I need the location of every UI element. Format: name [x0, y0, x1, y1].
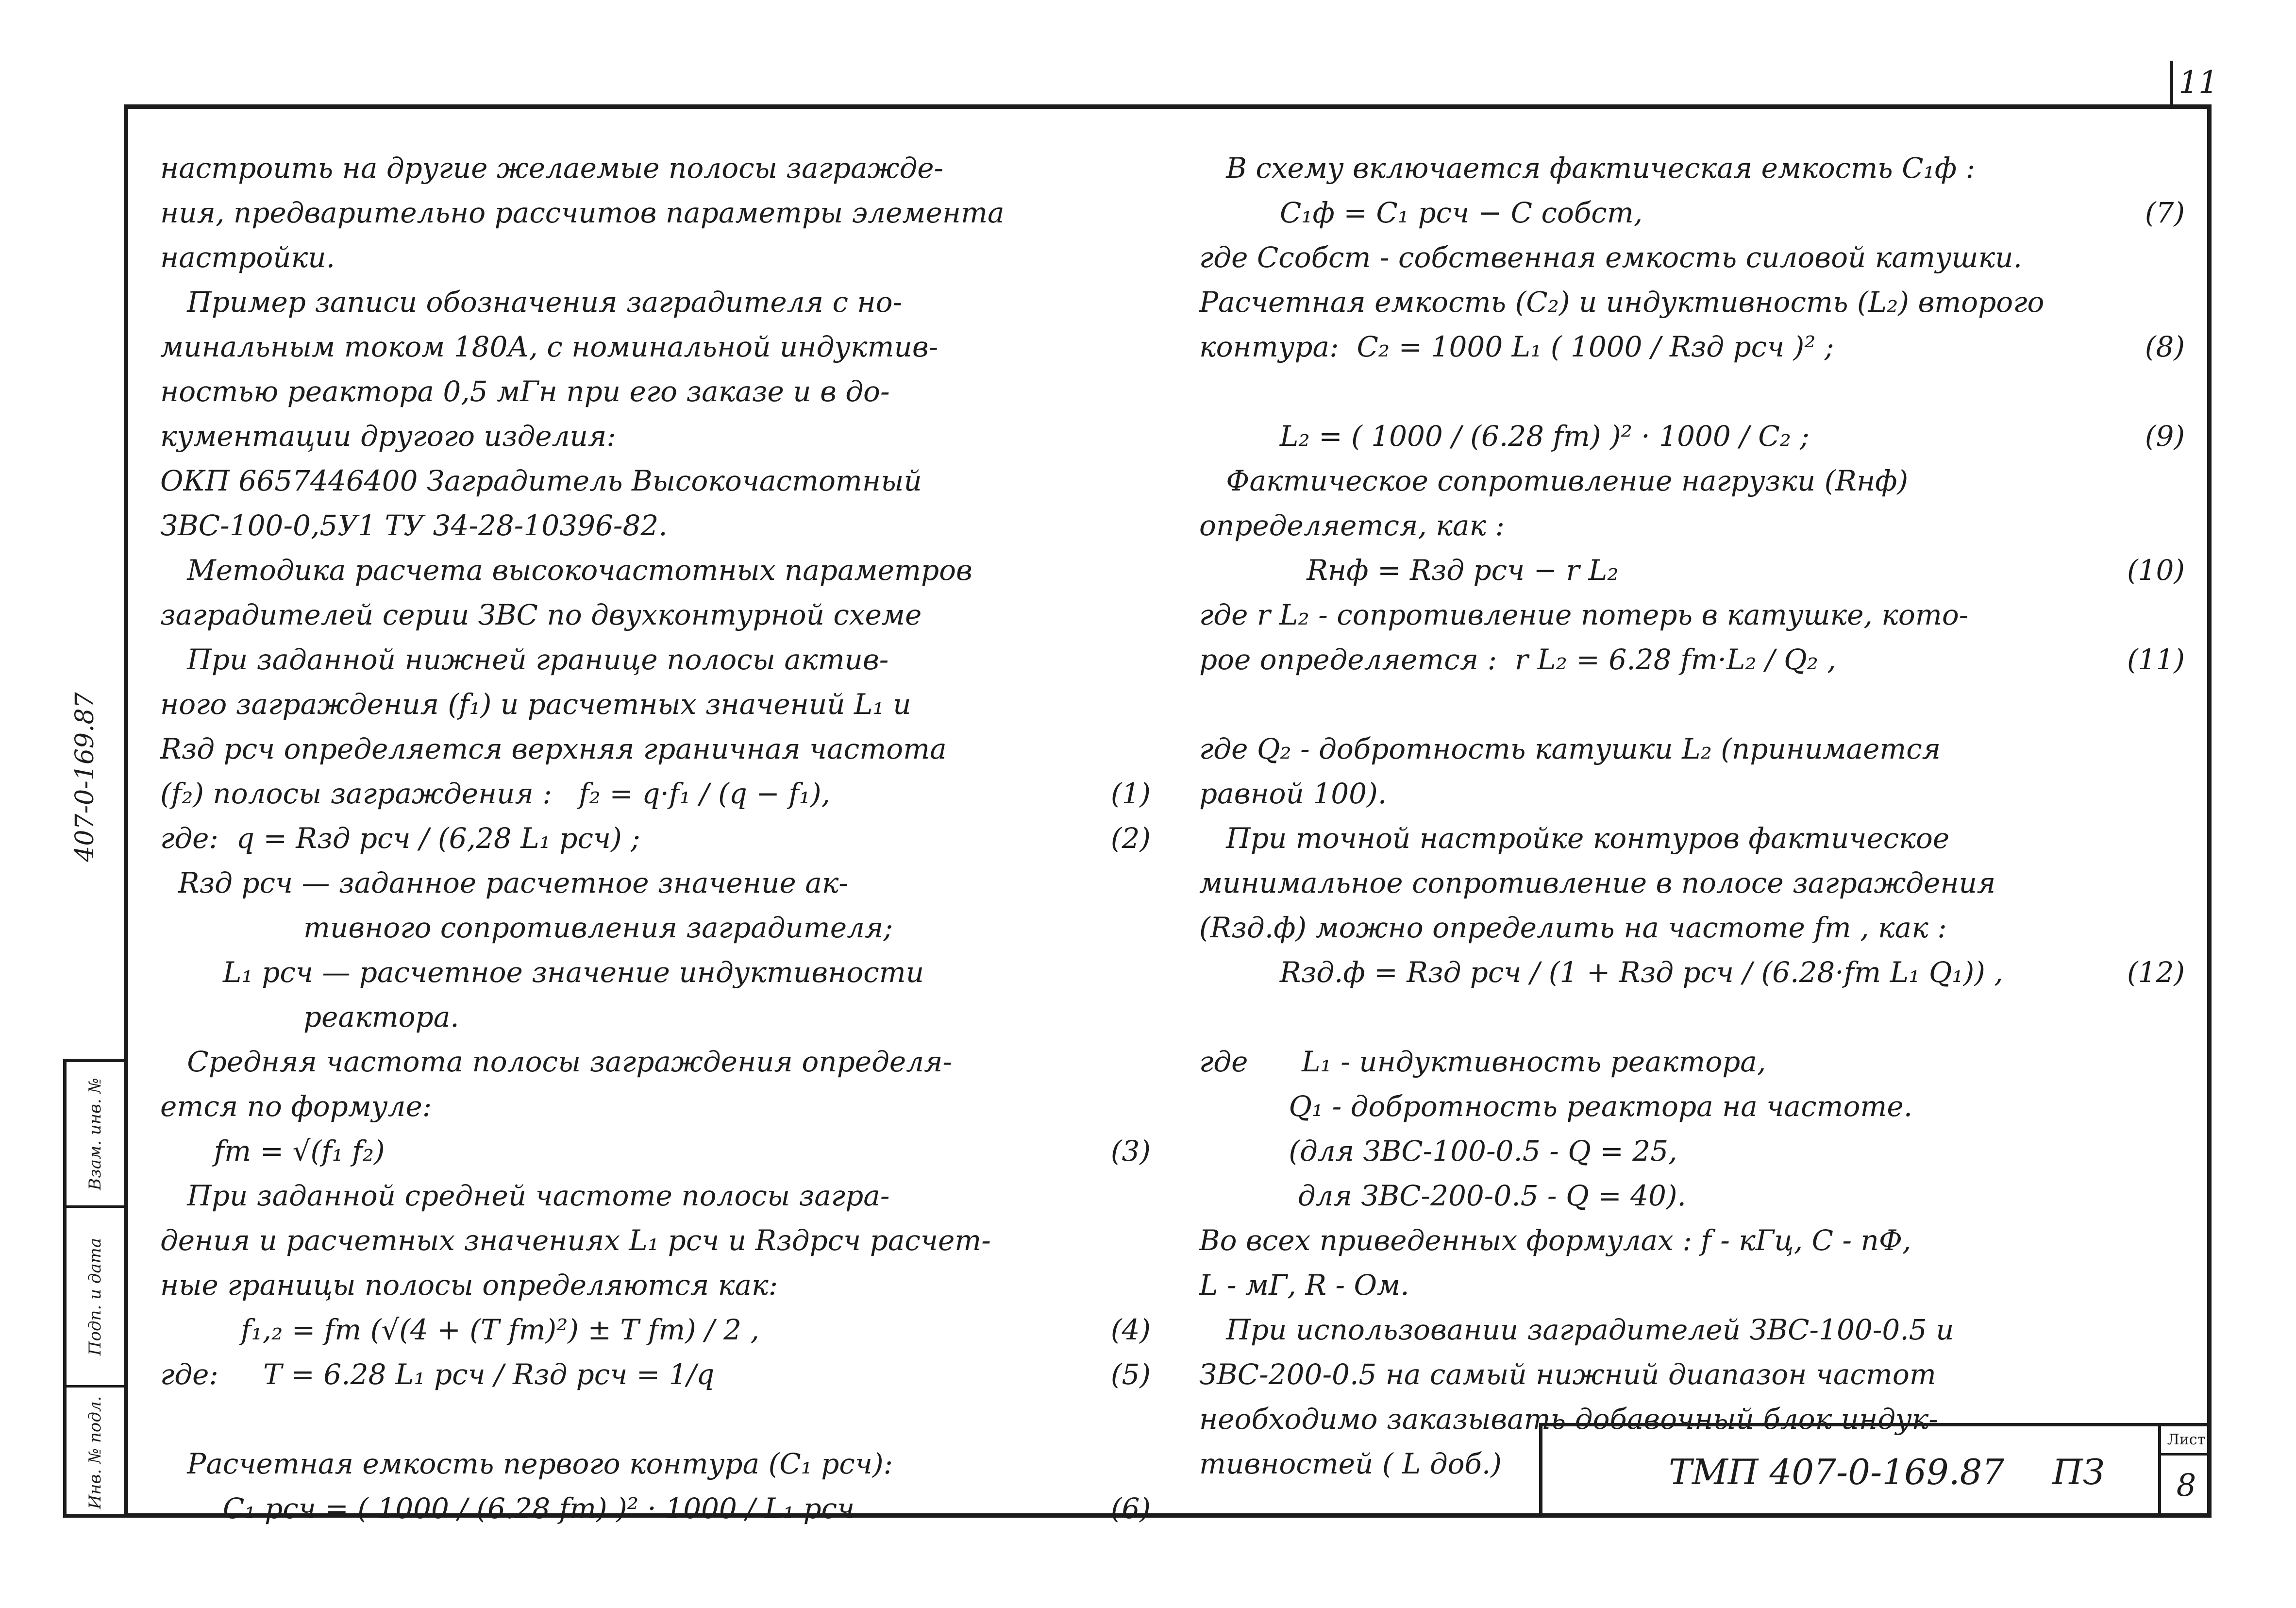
text-line: [1199, 235, 2185, 280]
line-text: Q₁ - добротность реактора на частоте.: [1199, 1090, 1913, 1123]
line-text: ется по формуле:: [160, 1090, 432, 1123]
line-text: fm = √(f₁ f₂): [160, 1134, 385, 1168]
line-text: f₁,₂ = fm (√(4 + (T fm)²) ± T fm) / 2 ,: [160, 1313, 759, 1346]
left-text-column: [160, 146, 1151, 1531]
equation-number: (7): [2145, 196, 2185, 229]
text-line: [1199, 414, 2185, 458]
text-line: [160, 280, 1151, 324]
text-line: [160, 995, 1151, 1039]
line-text: ЗВС-200-0.5 на самый нижний диапазон частот: [1199, 1358, 1936, 1391]
line-text: где Q₂ - добротность катушки L₂ (принимается: [1199, 732, 1941, 765]
line-text: где Cсобст - собственная емкость силовой катушки.: [1199, 241, 2022, 274]
text-line: [160, 1084, 1151, 1129]
text-line: [160, 905, 1151, 950]
text-line: [160, 1263, 1151, 1307]
text-line: [160, 324, 1151, 369]
line-text: Во всех приведенных формулах : f - кГц, C - пФ,: [1199, 1224, 1911, 1257]
text-line: [1199, 190, 2185, 235]
line-text: Расчетная емкость (C₂) и индуктивность (L₂) второго: [1199, 286, 2045, 319]
stamp-label: Инв. № подл.: [85, 1396, 105, 1509]
right-text-column: [1199, 146, 2185, 1486]
line-text: Rзд.ф = Rзд рсч / (1 + Rзд рсч / (6.28·fm L₁ Q₁)) ,: [1199, 956, 2003, 989]
vertical-document-code: 407-0-169.87: [70, 692, 100, 862]
text-line: [160, 771, 1151, 816]
line-text: Rзд рсч определяется верхняя граничная частота: [160, 732, 947, 765]
text-line: [1199, 1307, 2185, 1352]
line-text: C₁ф = C₁ рсч − C собст,: [1199, 196, 1643, 229]
text-line: [160, 1486, 1151, 1531]
text-line: [1199, 1039, 2185, 1084]
text-line: [1199, 861, 2185, 905]
text-line: [1199, 950, 2185, 995]
line-text: Средняя частота полосы заграждения определя-: [160, 1045, 953, 1078]
text-line: [160, 458, 1151, 503]
line-text: (для ЗВС-100-0.5 - Q = 25,: [1199, 1134, 1677, 1168]
equation-number: (5): [1110, 1358, 1151, 1391]
line-text: Rзд рсч — заданное расчетное значение ак-: [160, 866, 849, 899]
line-text: ные границы полосы определяются как:: [160, 1269, 778, 1302]
text-line: [1199, 1084, 2185, 1129]
text-line: [160, 861, 1151, 905]
line-text: где L₁ - индуктивность реактора,: [1199, 1045, 1766, 1078]
equation-number: (12): [2127, 956, 2185, 989]
text-line: [160, 369, 1151, 414]
text-line: [1199, 458, 2185, 503]
text-line: [160, 1039, 1151, 1084]
line-text: определяется, как :: [1199, 509, 1505, 542]
text-line: [160, 1441, 1151, 1486]
text-line: [160, 950, 1151, 995]
signature-strip: [63, 1059, 124, 1518]
line-text: (f₂) полосы заграждения : f₂ = q·f₁ / (q − f₁),: [160, 777, 831, 810]
page-number: 11: [2170, 61, 2224, 104]
line-text: контура: C₂ = 1000 L₁ ( 1000 / Rзд рсч )² ;: [1199, 330, 1834, 363]
equation-number: (9): [2145, 420, 2185, 453]
stamp-label: Взам. инв. №: [85, 1077, 105, 1190]
equation-number: (3): [1110, 1134, 1151, 1168]
line-text: кументации другого изделия:: [160, 420, 616, 453]
text-line: [1199, 369, 2185, 414]
line-text: Rнф = Rзд рсч − r L₂: [1199, 554, 1619, 587]
line-text: где: T = 6.28 L₁ рсч / Rзд рсч = 1/q: [160, 1358, 715, 1391]
line-text: где: q = Rзд рсч / (6,28 L₁ рсч) ;: [160, 822, 640, 855]
text-line: [1199, 995, 2185, 1039]
line-text: ного заграждения (f₁) и расчетных значений L₁ и: [160, 688, 911, 721]
text-line: [1199, 905, 2185, 950]
line-text: Пример записи обозначения заградителя с но-: [160, 286, 903, 319]
sheet-number: 8: [2176, 1468, 2196, 1504]
line-text: тивностей ( L доб.): [1199, 1447, 1502, 1480]
text-line: [1199, 592, 2185, 637]
text-line: [1199, 146, 2185, 190]
text-line: [160, 816, 1151, 861]
equation-number: (2): [1110, 822, 1151, 855]
line-text: минимальное сопротивление в полосе заграждения: [1199, 866, 1996, 899]
text-line: [160, 1397, 1151, 1441]
text-line: [1199, 503, 2185, 548]
text-line: [1199, 637, 2185, 682]
line-text: рое определяется : r L₂ = 6.28 fm·L₂ / Q₂ ,: [1199, 643, 1836, 676]
line-text: L₂ = ( 1000 / (6.28 fm) )² · 1000 / C₂ ;: [1199, 420, 1810, 453]
line-text: При заданной нижней границе полосы актив-: [160, 643, 889, 676]
line-text: для ЗВС-200-0.5 - Q = 40).: [1199, 1179, 1686, 1212]
line-text: C₁ рсч = ( 1000 / (6.28 fm) )² · 1000 / L₁ рсч: [160, 1492, 855, 1525]
line-text: минальным током 180А, с номинальной индуктив-: [160, 330, 939, 363]
text-line: [160, 1352, 1151, 1397]
text-line: [160, 1218, 1151, 1263]
line-text: заградителей серии ЗВС по двухконтурной схеме: [160, 598, 922, 631]
text-line: [160, 1173, 1151, 1218]
line-text: тивного сопротивления заградителя;: [160, 911, 893, 944]
stamp-cell-signature: [67, 1208, 124, 1388]
text-line: [160, 1307, 1151, 1352]
text-line: [160, 592, 1151, 637]
line-text: ЗВС-100-0,5У1 ТУ 34-28-10396-82.: [160, 509, 668, 542]
text-line: [160, 414, 1151, 458]
text-line: [160, 146, 1151, 190]
line-text: L₁ рсч — расчетное значение индуктивности: [160, 956, 924, 989]
text-line: [160, 1129, 1151, 1173]
line-text: настроить на другие желаемые полосы загражде-: [160, 152, 944, 185]
equation-number: (8): [2145, 330, 2185, 363]
line-text: Методика расчета высокочастотных параметров: [160, 554, 972, 587]
line-text: При использовании заградителей ЗВС-100-0.5 и: [1199, 1313, 1954, 1346]
equation-number: (4): [1110, 1313, 1151, 1346]
text-line: [1199, 727, 2185, 771]
text-line: [1199, 280, 2185, 324]
section-code: ПЗ: [2052, 1452, 2105, 1492]
text-line: [160, 682, 1151, 727]
text-line: [1199, 548, 2185, 592]
equation-number: (11): [2127, 643, 2185, 676]
line-text: настройки.: [160, 241, 335, 274]
text-line: [1199, 1352, 2185, 1397]
text-line: [160, 637, 1151, 682]
text-line: [160, 235, 1151, 280]
title-block-code: [1542, 1426, 2174, 1518]
line-text: Фактическое сопротивление нагрузки (Rнф): [1199, 464, 1909, 497]
text-line: [160, 727, 1151, 771]
equation-number: (1): [1110, 777, 1151, 810]
line-text: При точной настройке контуров фактическое: [1199, 822, 1950, 855]
stamp-label: Подп. и дата: [85, 1237, 105, 1355]
stamp-cell-replacement: [67, 1062, 124, 1208]
text-line: [1199, 1218, 2185, 1263]
text-line: [1199, 816, 2185, 861]
text-line: [1199, 324, 2185, 369]
line-text: Расчетная емкость первого контура (C₁ рсч):: [160, 1447, 893, 1480]
line-text: дения и расчетных значениях L₁ рсч и Rздрсч расчет-: [160, 1224, 991, 1257]
stamp-cell-inventory: [67, 1388, 124, 1518]
equation-number: (10): [2127, 554, 2185, 587]
sheet-label: Лист: [2161, 1426, 2212, 1456]
text-line: [1199, 682, 2185, 727]
sheet-box: [2158, 1426, 2212, 1518]
line-text: ОКП 6657446400 Заградитель Высокочастотный: [160, 464, 922, 497]
text-line: [160, 190, 1151, 235]
text-line: [1199, 1129, 2185, 1173]
line-text: необходимо заказывать добавочный блок индук-: [1199, 1403, 1938, 1436]
text-line: [160, 548, 1151, 592]
title-block: [1539, 1423, 2212, 1518]
line-text: равной 100).: [1199, 777, 1387, 810]
text-line: [1199, 1263, 2185, 1307]
line-text: ния, предварительно рассчитов параметры элемента: [160, 196, 1005, 229]
line-text: где r L₂ - сопротивление потерь в катушке, кото-: [1199, 598, 1969, 631]
line-text: ностью реактора 0,5 мГн при его заказе и в до-: [160, 375, 890, 408]
line-text: реактора.: [160, 1000, 459, 1033]
text-line: [1199, 1173, 2185, 1218]
line-text: L - мГ, R - Ом.: [1199, 1269, 1409, 1302]
text-line: [160, 503, 1151, 548]
equation-number: (6): [1110, 1492, 1151, 1525]
line-text: (Rзд.ф) можно определить на частоте fm , как :: [1199, 911, 1947, 944]
line-text: При заданной средней частоте полосы загра-: [160, 1179, 890, 1212]
line-text: В схему включается фактическая емкость C₁ф :: [1199, 152, 1976, 185]
document-code: ТМП 407-0-169.87: [1669, 1452, 2005, 1492]
text-line: [1199, 771, 2185, 816]
